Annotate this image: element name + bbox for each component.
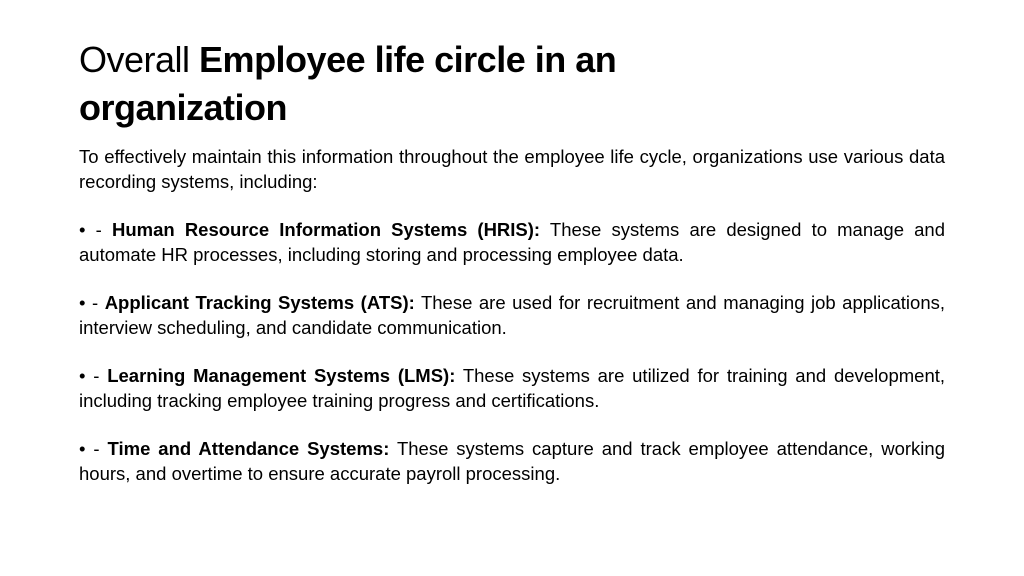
item-description: These systems capture and track employee attendance, working hours, and overtime to ensure accurate payroll processing.	[79, 438, 945, 484]
item-description: These systems are utilized for training and development, including tracking employee training progress and certifications.	[79, 365, 946, 411]
bullet-icon: •	[79, 438, 86, 459]
slide-body	[79, 145, 945, 510]
bullet-dash: -	[93, 365, 100, 386]
bullet-item-time-attendance	[79, 437, 945, 486]
bullet-icon: •	[79, 219, 86, 240]
intro-paragraph: To effectively maintain this information throughout the employee life cycle, organizations use various data recording systems, including:	[79, 146, 945, 192]
item-term: Time and Attendance Systems:	[107, 438, 390, 459]
title-bold: Employee life circle in an organization	[79, 39, 617, 128]
item-term: Applicant Tracking Systems (ATS):	[104, 292, 415, 313]
bullet-dash: -	[92, 292, 99, 313]
item-description: These are used for recruitment and managing job applications, interview scheduling, and candidate communication.	[79, 292, 946, 338]
slide-title	[79, 36, 779, 132]
item-term: Human Resource Information Systems (HRIS):	[111, 219, 541, 240]
item-description: These systems are designed to manage and automate HR processes, including storing and processing employee data.	[79, 219, 946, 265]
bullet-dash: -	[95, 219, 102, 240]
bullet-item-lms	[79, 364, 945, 413]
bullet-dash: -	[93, 438, 100, 459]
bullet-icon: •	[79, 292, 86, 313]
item-term: Learning Management Systems (LMS):	[107, 365, 456, 386]
bullet-icon: •	[79, 365, 86, 386]
bullet-item-hris	[79, 218, 945, 267]
bullet-item-ats	[79, 291, 945, 340]
title-light: Overall	[79, 39, 190, 80]
